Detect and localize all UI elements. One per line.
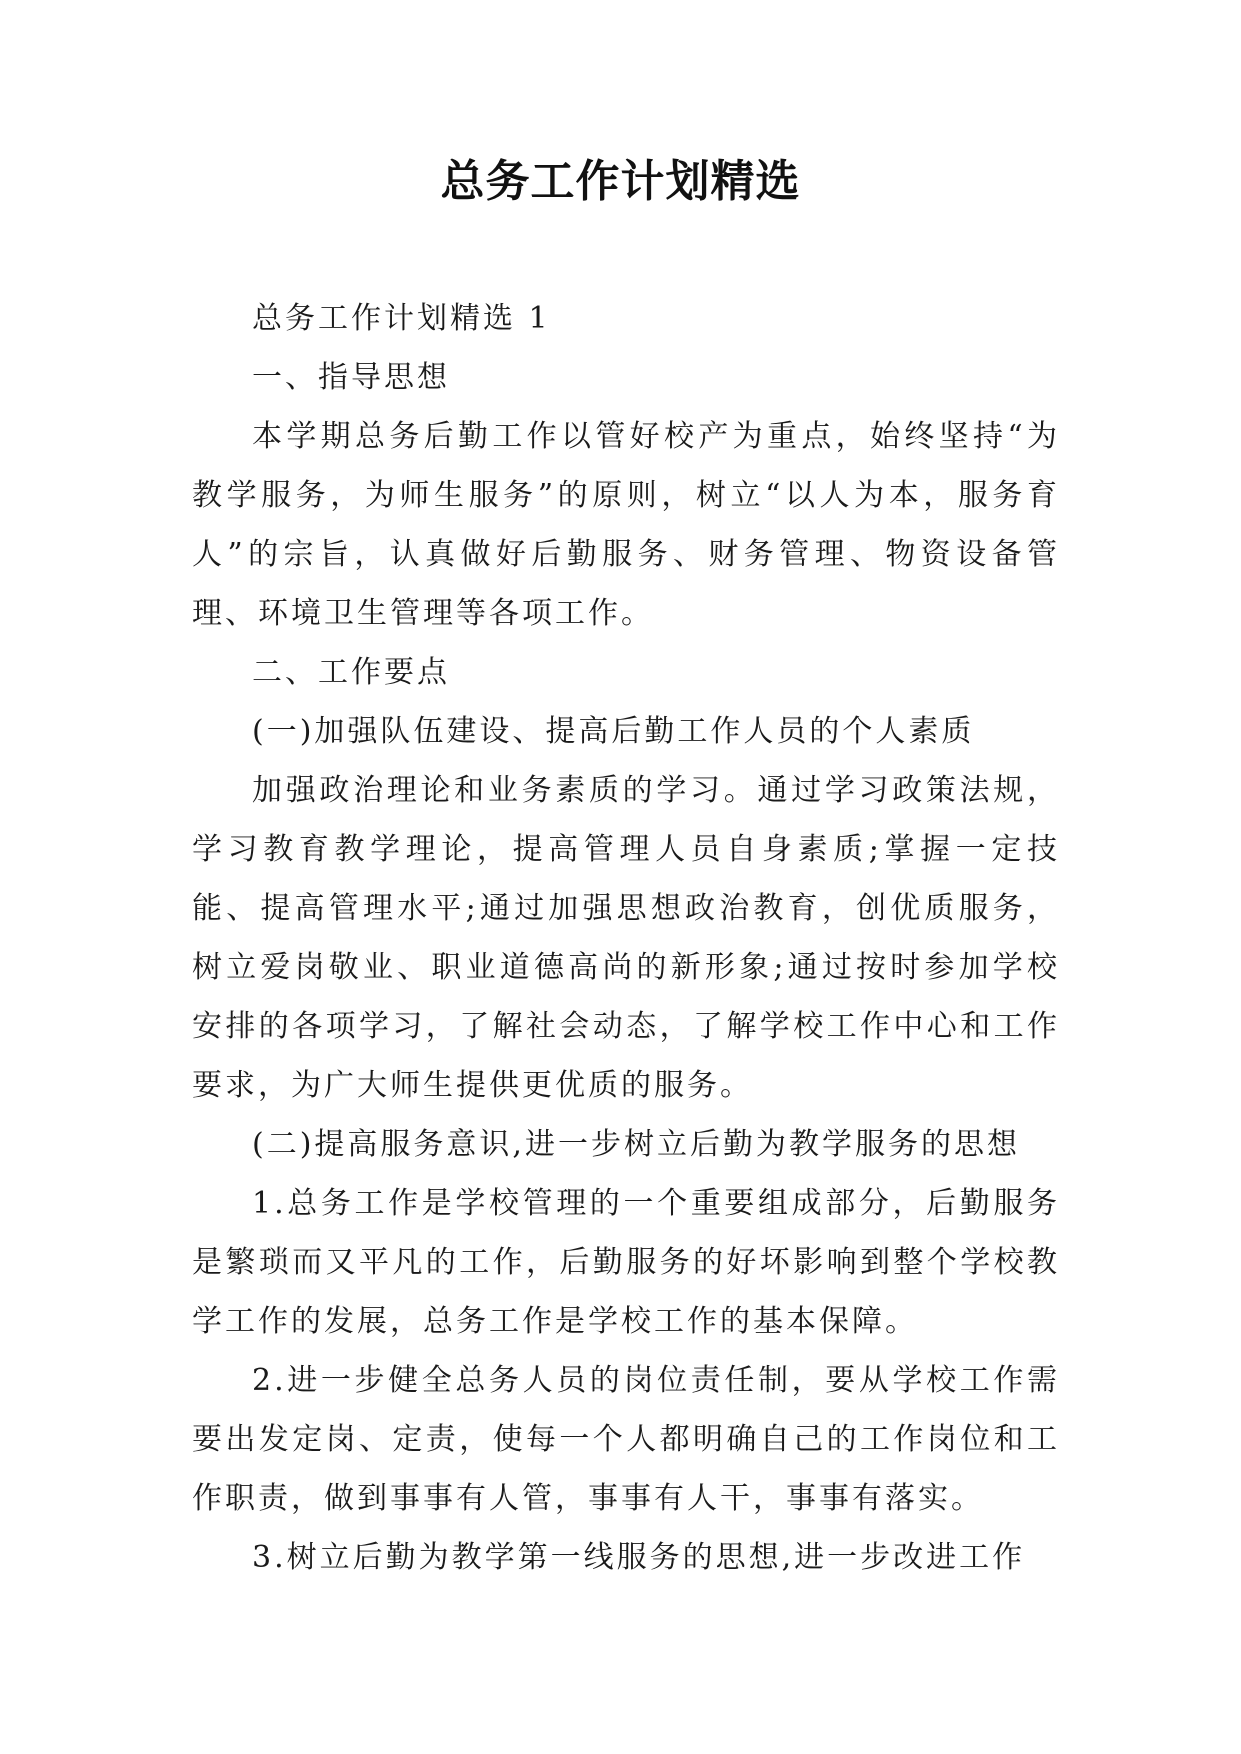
paragraph-team-building: 加强政治理论和业务素质的学习。通过学习政策法规，学习教育教学理论，提高管理人员自身素质;掌握一定技能、提高管理水平;通过加强思想政治教育，创优质服务，树立爱岗敬业、职业道德高尚的新形象;通过按时参加学校安排的各项学习，了解社会动态，了解学校工作中心和工作要求，为广大师生提供更优质的服务。	[192, 773, 1060, 1103]
section-heading-work-points: 二、工作要点	[252, 655, 450, 690]
paragraph-guiding-thought: 本学期总务后勤工作以管好校产为重点，始终坚持“为教学服务，为师生服务”的原则，树立“以人为本，服务育人”的宗旨，认真做好后勤服务、财务管理、物资设备管理、环境卫生管理等各项工作。	[192, 419, 1060, 631]
document-body	[192, 289, 1060, 1587]
document-title: 总务工作计划精选	[440, 156, 801, 207]
section-heading-guiding-thought: 一、指导思想	[252, 360, 450, 395]
subheading-service-awareness: (二)提高服务意识,进一步树立后勤为教学服务的思想	[252, 1127, 1020, 1162]
paragraph-item-1: 1.总务工作是学校管理的一个重要组成部分，后勤服务是繁琐而又平凡的工作，后勤服务的好坏影响到整个学校教学工作的发展，总务工作是学校工作的基本保障。	[192, 1186, 1060, 1339]
paragraph-item-3: 3.树立后勤为教学第一线服务的思想,进一步改进工作	[252, 1540, 1026, 1575]
section-heading-plan-1: 总务工作计划精选 1	[252, 301, 551, 336]
subheading-team-building: (一)加强队伍建设、提高后勤工作人员的个人素质	[252, 714, 975, 749]
paragraph-item-2: 2.进一步健全总务人员的岗位责任制，要从学校工作需要出发定岗、定责，使每一个人都明确自己的工作岗位和工作职责，做到事事有人管，事事有人干，事事有落实。	[192, 1363, 1060, 1516]
